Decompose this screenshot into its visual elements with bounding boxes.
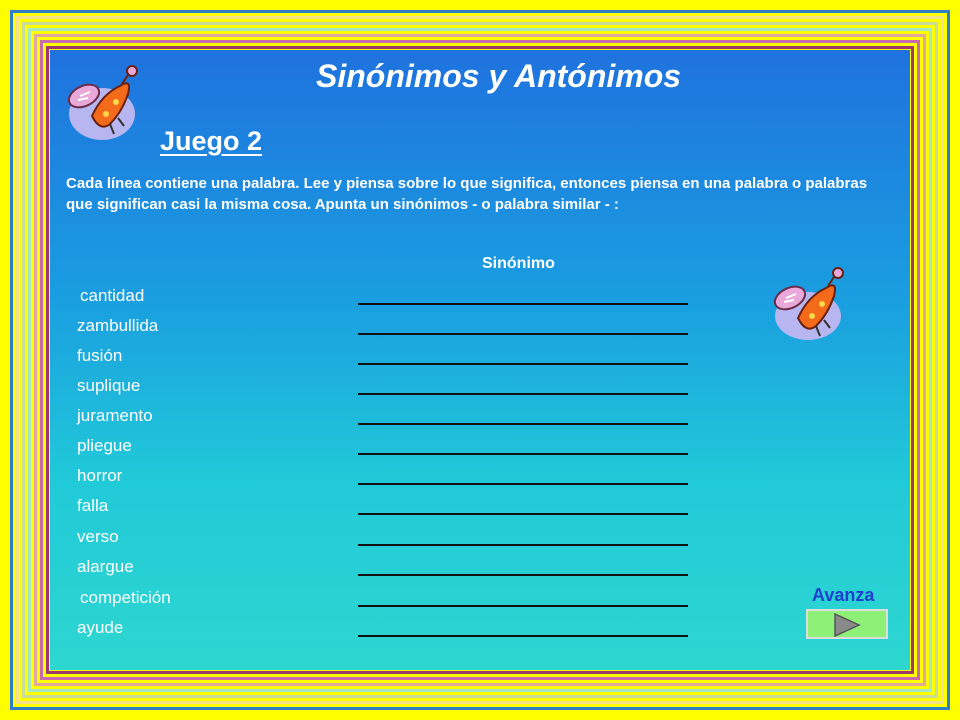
answer-line <box>358 483 688 485</box>
word-item: juramento <box>77 406 153 425</box>
answer-line <box>358 574 688 576</box>
next-label[interactable]: Avanza <box>812 585 875 605</box>
answer-line <box>358 605 688 607</box>
column-header-synonym: Sinónimo <box>482 255 555 272</box>
instructions-text: Cada línea contiene una palabra. Lee y piensa sobre lo que significa, entonces piensa en una palabra o palabras que significan casi la misma cosa. Apunta un sinónimos - o palabra similar - : <box>66 175 868 213</box>
page-title: Sinónimos y Antónimos <box>316 58 682 94</box>
answer-line <box>358 393 688 395</box>
answer-line <box>358 544 688 546</box>
answer-line <box>358 513 688 515</box>
word-item: suplique <box>77 376 141 395</box>
word-item: horror <box>77 466 123 485</box>
answer-line <box>358 303 688 305</box>
butterfly-icon <box>766 264 850 344</box>
butterfly-icon <box>62 64 146 144</box>
word-item: falla <box>77 496 109 515</box>
answer-line <box>358 363 688 365</box>
word-item: fusión <box>77 346 123 365</box>
word-item: zambullida <box>77 316 159 335</box>
play-triangle-icon <box>832 613 862 637</box>
answer-line <box>358 333 688 335</box>
word-item: competición <box>80 588 171 607</box>
answer-line <box>358 635 688 637</box>
answer-line <box>358 453 688 455</box>
word-item: alargue <box>77 557 134 576</box>
word-item: ayude <box>77 618 124 637</box>
word-item: cantidad <box>80 286 145 305</box>
game-subtitle: Juego 2 <box>160 126 263 156</box>
word-item: pliegue <box>77 436 132 455</box>
word-item: verso <box>77 527 119 546</box>
next-button[interactable] <box>806 609 888 639</box>
answer-line <box>358 423 688 425</box>
